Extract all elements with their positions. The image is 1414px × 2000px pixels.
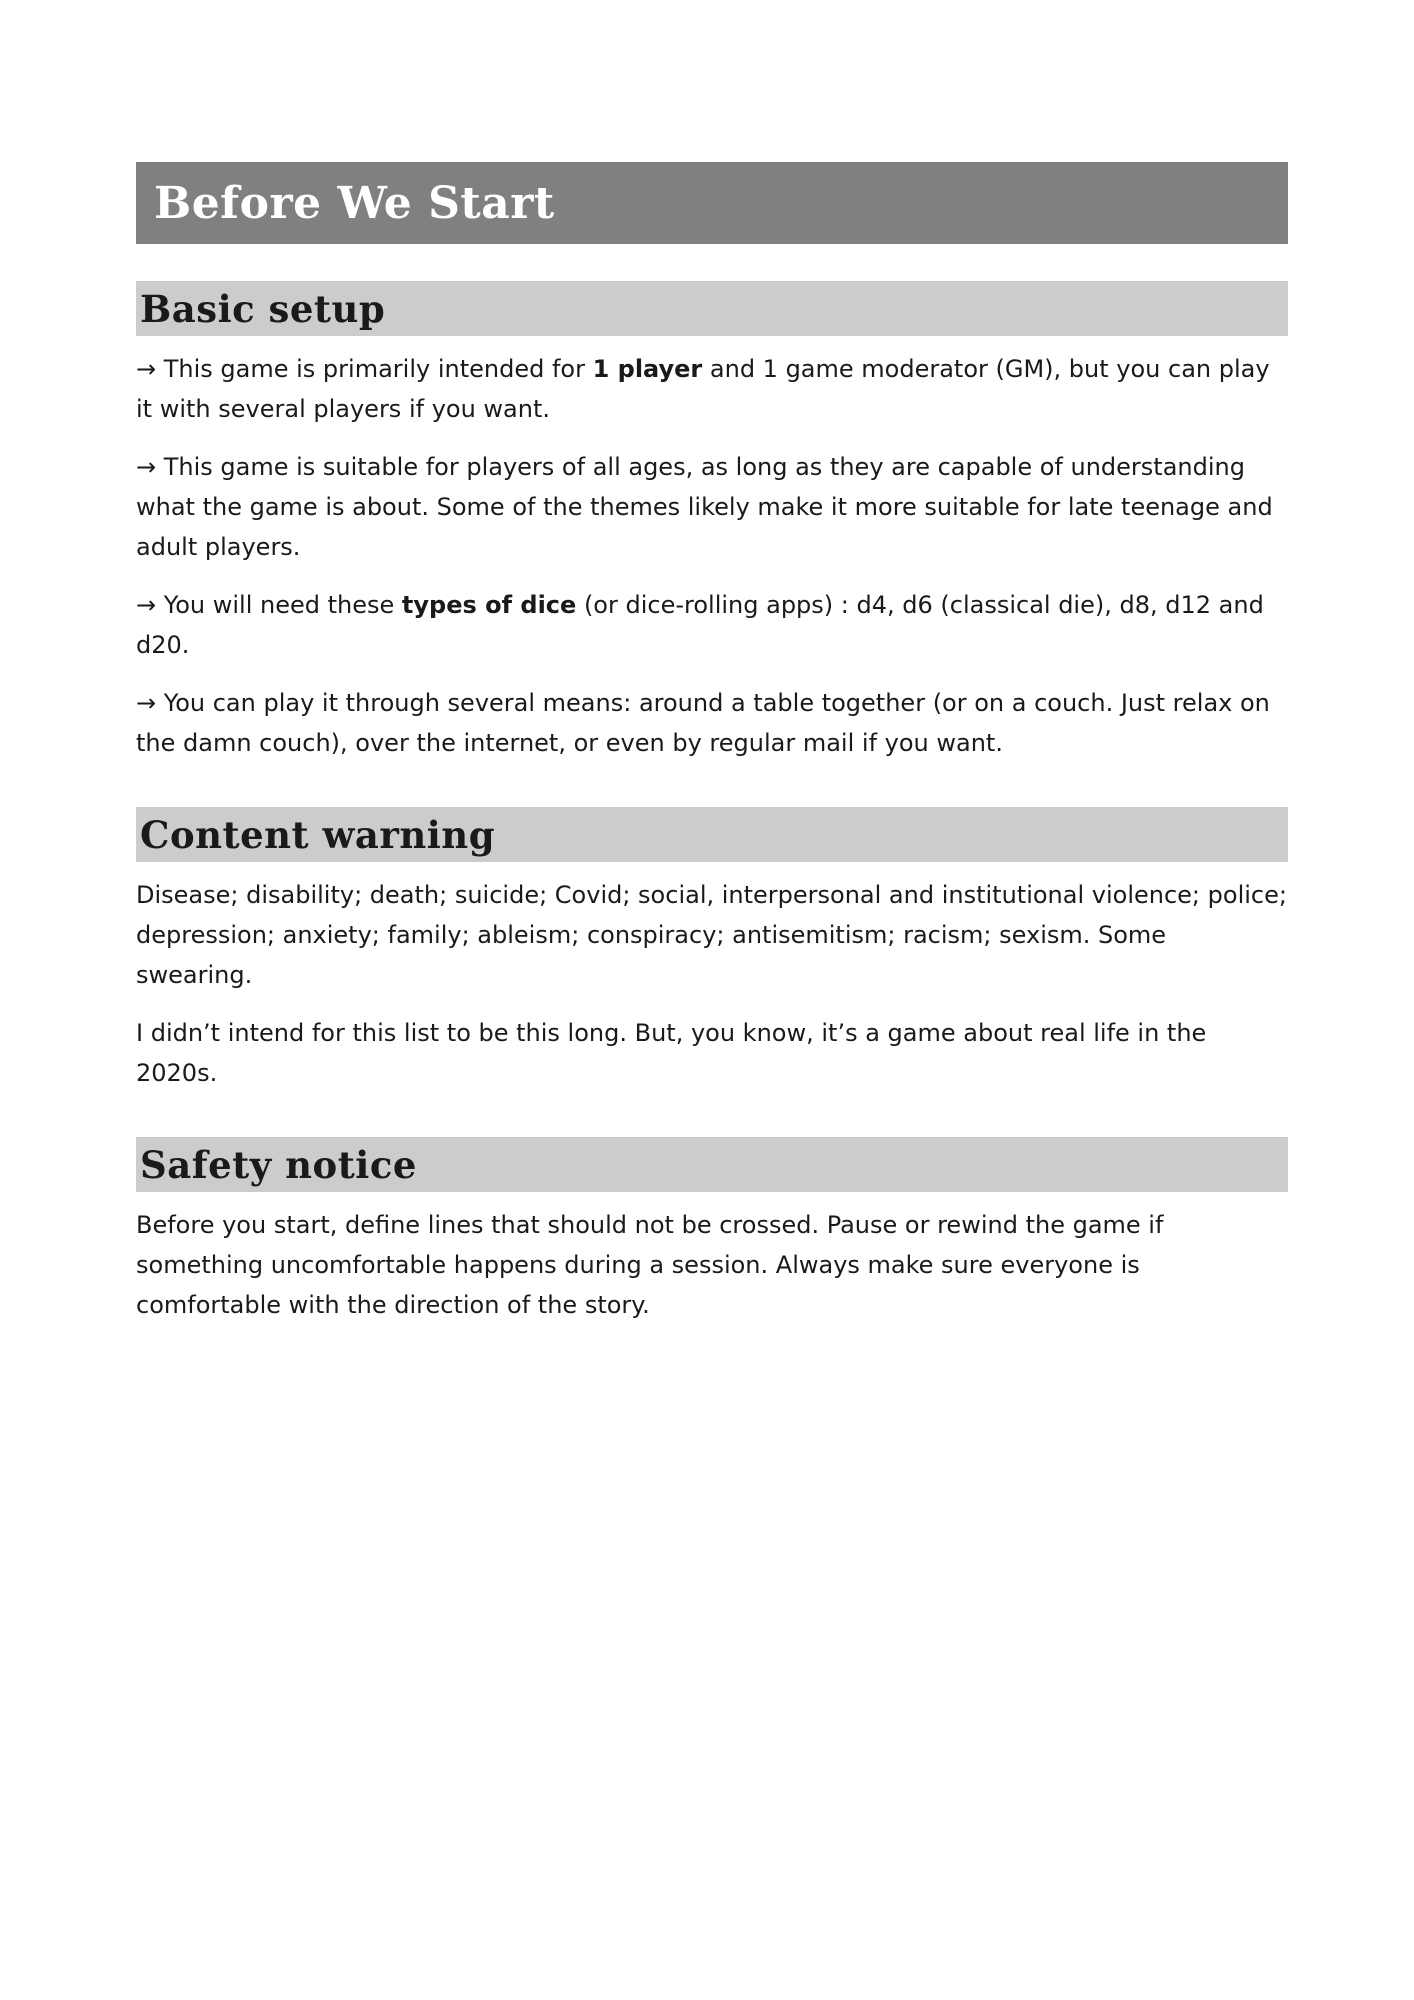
page-title: Before We Start (154, 177, 555, 229)
basic-setup-paragraph-ages: → This game is suitable for players of all ages, as long as they are capable of understanding what the game is about. Some of the themes likely make it more suitable for late teenage and adult players. (136, 453, 1273, 561)
basic-setup-paragraph-means: → You can play it through several means: around a table together (or on a couch. Just relax on the damn couch), over the internet, or even by regular mail if you want. (136, 689, 1270, 757)
content-warning-list: Disease; disability; death; suicide; Covid; social, interpersonal and institutional violence; police; depression; anxiety; family; ableism; conspiracy; antisemitism; racism; sexism. Some swearing. (136, 881, 1287, 989)
basic-setup-paragraph-dice (136, 585, 1288, 665)
text: (or dice-rolling apps) : d4, d6 (classical die), d8, d12 and d20. (136, 591, 1264, 659)
content-warning-note: I didn’t intend for this list to be this long. But, you know, it’s a game about real life in the 2020s. (136, 1019, 1207, 1087)
bold-text: types of dice (401, 591, 577, 619)
text: → You will need these (136, 591, 402, 619)
document-page (136, 162, 1288, 1325)
section-header-content-warning (136, 807, 1288, 862)
section-header-basic-setup (136, 281, 1288, 336)
section-title-content-warning: Content warning (140, 812, 496, 857)
section-header-safety-notice (136, 1137, 1288, 1192)
text: and 1 game moderator (GM), but you can play it with several players if you want. (136, 355, 1270, 423)
section-title-safety-notice: Safety notice (140, 1142, 417, 1187)
bold-text: 1 player (592, 355, 703, 383)
page-title-bar (136, 162, 1288, 244)
text: → This game is primarily intended for (136, 355, 593, 383)
section-title-basic-setup: Basic setup (140, 286, 386, 331)
safety-notice-paragraph: Before you start, define lines that should not be crossed. Pause or rewind the game if something uncomfortable happens during a session. Always make sure everyone is comfortable with the direction of the story. (136, 1211, 1164, 1319)
basic-setup-paragraph-players (136, 349, 1288, 429)
